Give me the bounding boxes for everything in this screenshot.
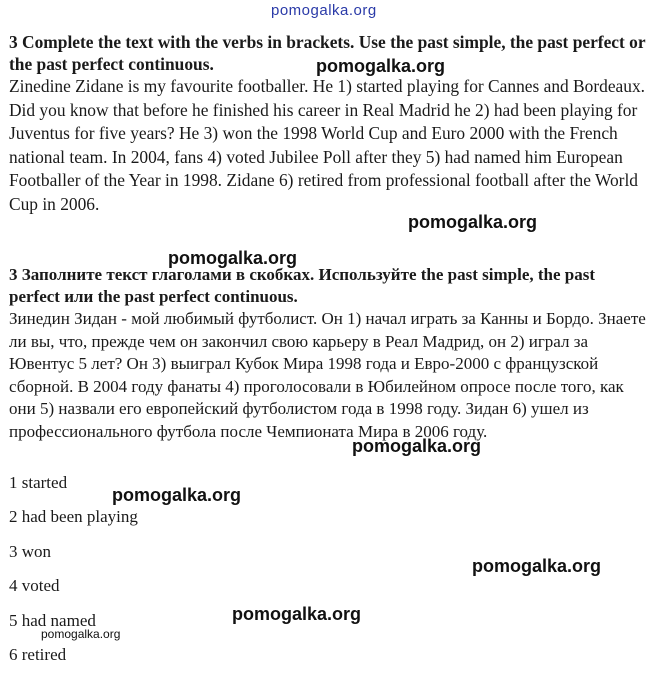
english-exercise-heading: 3 Complete the text with the verbs in brackets. Use the past simple, the past perfect or the past perfect continuous.	[9, 32, 646, 74]
watermark: pomogalka.org	[168, 248, 298, 268]
watermark: pomogalka.org	[352, 436, 482, 456]
answer-item: 1 started	[9, 473, 68, 492]
watermark: pomogalka.org	[408, 212, 538, 232]
watermark: pomogalka.org	[316, 56, 446, 76]
watermark: pomogalka.org	[41, 627, 121, 641]
answer-item: 4 voted	[9, 576, 60, 596]
watermark-top[interactable]: pomogalka.org	[271, 2, 377, 19]
answer-item: 3 won	[9, 541, 52, 561]
answer-item: 2 had been playing	[9, 507, 138, 527]
russian-exercise-text: Зинедин Зидан - мой любимый футболист. Он 1) начал играть за Канны и Бордо. Знаете ли вы, что, прежде чем он закончил свою карьеру в Реал Мадрид, он 2) играл за Ювентус 5 лет? Он 3) выиграл Кубок Мира 1998 года и Евро-2000 с французской сборной. В 2004 году фанаты 4) проголосовали в Юбилейном опросе после того, как они 5) назвали его европейский футболистом года в 1998 году. Зидан 6) ушел из профессионального футбола после Чемпионата Мира в 2006 году.	[9, 309, 646, 441]
russian-exercise-heading: 3 Заполните текст глаголами в скобках. Используйте the past simple, the past perfect или the past perfect continuous.	[9, 265, 596, 306]
watermark: pomogalka.org	[232, 604, 362, 624]
watermark: pomogalka.org	[472, 556, 602, 576]
russian-section	[9, 264, 649, 443]
english-exercise-text: Zinedine Zidane is my favourite footballer. He 1) started playing for Cannes and Bordeaux. Did you know that before he finished his career in Real Madrid he 2) had been playing for Juventus for five years? He 3) won the 1998 World Cup and Euro 2000 with the French national team. In 2004, fans 4) voted Jubilee Poll after they 5) had named him European Footballer of the Year in 1998. Zidane 6) retired from professional football after the World Cup in 2006.	[9, 76, 646, 214]
answer-item: 5 had named	[9, 610, 96, 630]
answer-item: 6 retired	[9, 644, 67, 664]
watermark: pomogalka.org	[112, 485, 242, 505]
